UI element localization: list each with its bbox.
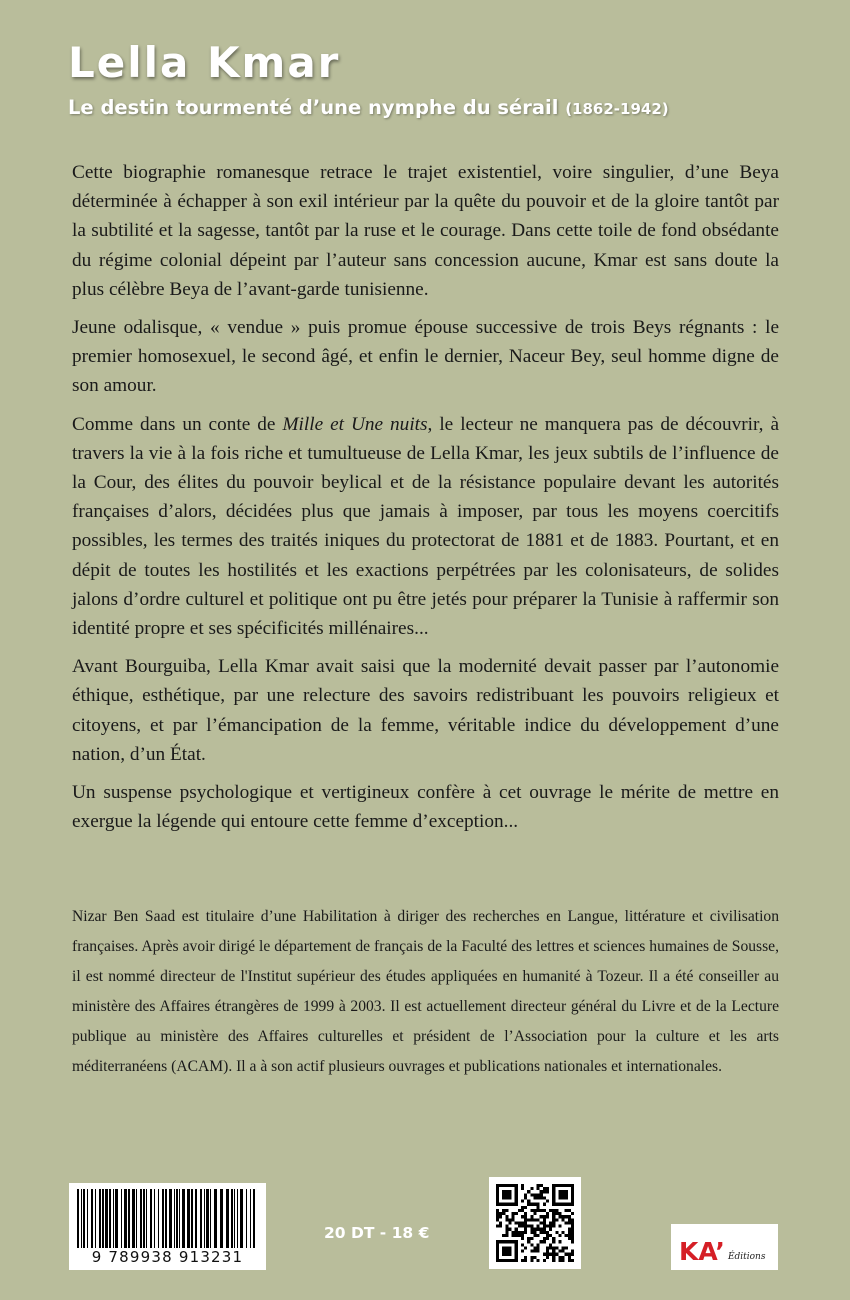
publisher-logo-sub: Éditions: [727, 1252, 766, 1262]
author-bio: [72, 902, 779, 1082]
blurb-paragraph-5: Un suspense psychologique et vertigineux confère à cet ouvrage le mérite de mettre en exergue la légende qui entoure cette femme d’exception...: [72, 782, 779, 833]
book-subtitle: [68, 96, 669, 119]
subtitle-text: Le destin tourmenté d’une nymphe du sérail: [68, 96, 559, 119]
subtitle-dates: (1862-1942): [565, 100, 669, 118]
blurb-paragraph-2: Jeune odalisque, « vendue » puis promue épouse successive de trois Beys régnants : le premier homosexuel, le second âgé, et enfin le dernier, Naceur Bey, seul homme digne de son amour.: [72, 317, 779, 397]
barcode-icon: [75, 1189, 260, 1248]
blurb-p3-before: Comme dans un conte de: [72, 413, 283, 435]
qr-code: [489, 1177, 581, 1269]
isbn-number: 9 789938 913231: [91, 1248, 244, 1266]
blurb-p3-italic: Mille et Une nuits: [282, 413, 428, 435]
qr-code-icon: [496, 1184, 574, 1262]
back-cover-blurb: [72, 158, 779, 845]
blurb-paragraph-1: Cette biographie romanesque retrace le trajet existentiel, voire singulier, d’une Beya déterminée à échapper à son exil intérieur par la quête du pouvoir et de la gloire tantôt par la subtilité et la sagesse, tantôt par la ruse et le courage. Dans cette toile de fond obsédante du régime colonial dépeint par l’auteur sans concession aucune, Kmar est sans doute la plus célèbre Beya de l’avant-garde tunisienne.: [72, 162, 779, 300]
blurb-p3-after: , le lecteur ne manquera pas de découvrir, à travers la vie à la fois riche et tumultueuse de Lella Kmar, les jeux subtils de l’influence de la Cour, des élites du pouvoir beylical et de la résistance populaire devant les autorités françaises d’alors, décidées plus que jamais à imposer, par tous les moyens coercitifs possibles, les termes des traités iniques du protectorat de 1881 et de 1883. Pourtant, et en dépit de toutes les hostilités et les exactions perpétrées par les colonisateurs, de solides jalons d’ordre culturel et politique ont pu être jetés pour préparer la Tunisie à raffermir son identité propre et ses spécificités millénaires...: [72, 413, 779, 640]
publisher-logo: [671, 1224, 778, 1270]
price-label: 20 DT - 18 €: [324, 1224, 430, 1242]
blurb-paragraph-4: Avant Bourguiba, Lella Kmar avait saisi que la modernité devait passer par l’autonomie éthique, esthétique, par une relecture des savoirs redistribuant les pouvoirs religieux et citoyens, et par l’émancipation de la femme, véritable indice du développement d’une nation, d’un État.: [72, 656, 779, 765]
publisher-logo-mark: KA’: [679, 1237, 725, 1266]
author-bio-text: Nizar Ben Saad est titulaire d’une Habilitation à diriger des recherches en Langue, littérature et civilisation françaises. Après avoir dirigé le département de français de la Faculté des lettres et sciences humaines de Sousse, il est nommé directeur de l'Institut supérieur des études appliquées en humanité à Tozeur. Il a été conseiller au ministère des Affaires étrangères de 1999 à 2003. Il est actuellement directeur général du Livre et de la Lecture publique au ministère des Affaires culturelles et président de l’Association pour la culture et les arts méditerranéens (ACAM). Il a à son actif plusieurs ouvrages et publications nationales et internationales.: [72, 908, 779, 1075]
book-title: Lella Kmar: [68, 38, 341, 87]
isbn-barcode: [69, 1183, 266, 1270]
blurb-paragraph-3: [72, 410, 779, 644]
